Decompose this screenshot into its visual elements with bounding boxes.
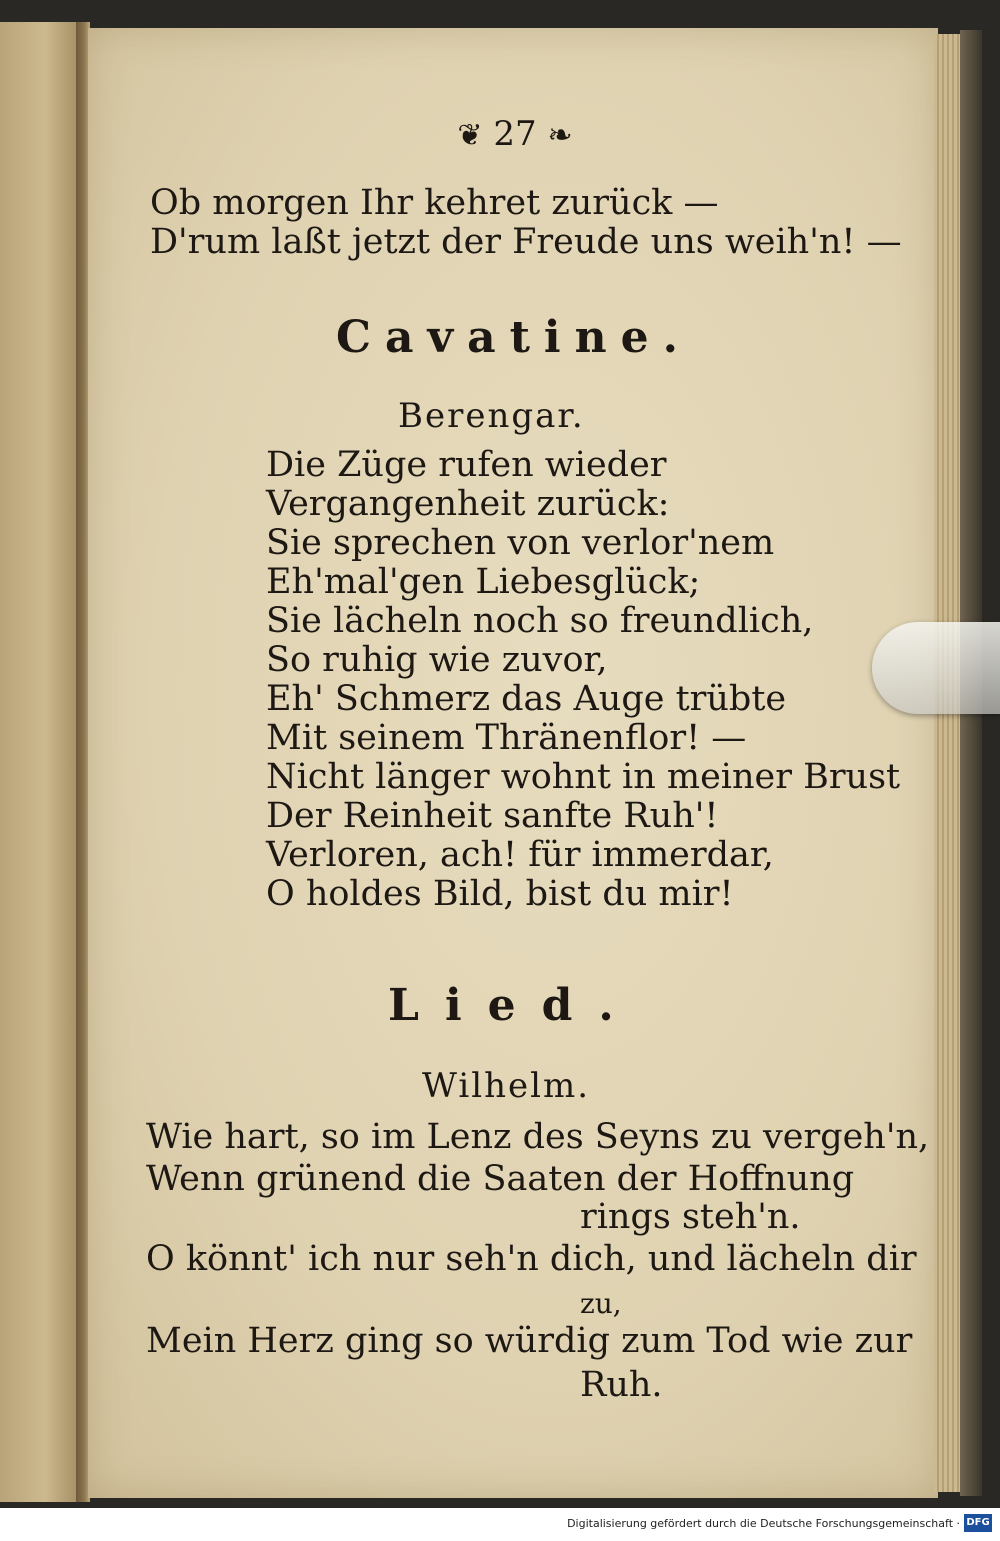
footer-bar bbox=[0, 1508, 1000, 1541]
cavatine-verse bbox=[266, 446, 900, 914]
verse-line: So ruhig wie zuvor, bbox=[266, 640, 608, 680]
verse-line: D'rum laßt jetzt der Freude uns weih'n! — bbox=[150, 222, 902, 262]
lied-line-2: Wenn grünend die Saaten der Hoffnung bbox=[146, 1159, 855, 1199]
book-cover-edge bbox=[960, 30, 982, 1496]
verse-line: Verloren, ach! für immerdar, bbox=[266, 835, 774, 875]
facing-page-edge bbox=[0, 22, 82, 1502]
verse-line: O holdes Bild, bist du mir! bbox=[266, 874, 734, 914]
lied-line-3-cont: zu, bbox=[580, 1287, 622, 1320]
speaker-wilhelm: Wilhelm. bbox=[422, 1066, 591, 1106]
verse-line: Sie lächeln noch so freundlich, bbox=[266, 601, 814, 641]
page-stack-edge bbox=[934, 34, 962, 1492]
verse-line: Der Reinheit sanfte Ruh'! bbox=[266, 796, 719, 836]
section-heading-cavatine: Cavatine. bbox=[336, 312, 692, 363]
speaker-berengar: Berengar. bbox=[398, 396, 585, 436]
dfg-logo-icon: DFG bbox=[964, 1514, 992, 1532]
ornament-right-icon: ❧ bbox=[547, 118, 573, 153]
funding-notice: Digitalisierung gefördert durch die Deutsche Forschungsgemeinschaft · bbox=[567, 1517, 960, 1530]
lied-line-3: O könnt' ich nur seh'n dich, und lächeln dir bbox=[146, 1239, 917, 1279]
opening-verse bbox=[150, 184, 902, 262]
verse-line: Sie sprechen von verlor'nem bbox=[266, 523, 775, 563]
verse-line: Mit seinem Thränenflor! — bbox=[266, 718, 747, 758]
verse-line: Nicht länger wohnt in meiner Brust bbox=[266, 757, 901, 797]
verse-line: Die Züge rufen wieder bbox=[266, 445, 667, 485]
verse-line: Ob morgen Ihr kehret zurück — bbox=[150, 183, 719, 223]
page-number-header bbox=[430, 114, 600, 154]
section-heading-lied: Lied. bbox=[388, 980, 640, 1031]
verse-line: Eh'mal'gen Liebesglück; bbox=[266, 562, 701, 602]
lied-line-1: Wie hart, so im Lenz des Seyns zu vergeh'n, bbox=[146, 1117, 930, 1157]
verse-line: Eh' Schmerz das Auge trübte bbox=[266, 679, 787, 719]
lied-line-4-cont: Ruh. bbox=[580, 1365, 663, 1405]
page-number: 27 bbox=[493, 114, 537, 154]
lied-line-2-cont: rings steh'n. bbox=[580, 1197, 801, 1237]
verse-line: Vergangenheit zurück: bbox=[266, 484, 670, 524]
ornament-left-icon: ❦ bbox=[457, 118, 483, 153]
lied-line-4: Mein Herz ging so würdig zum Tod wie zur bbox=[146, 1321, 913, 1361]
